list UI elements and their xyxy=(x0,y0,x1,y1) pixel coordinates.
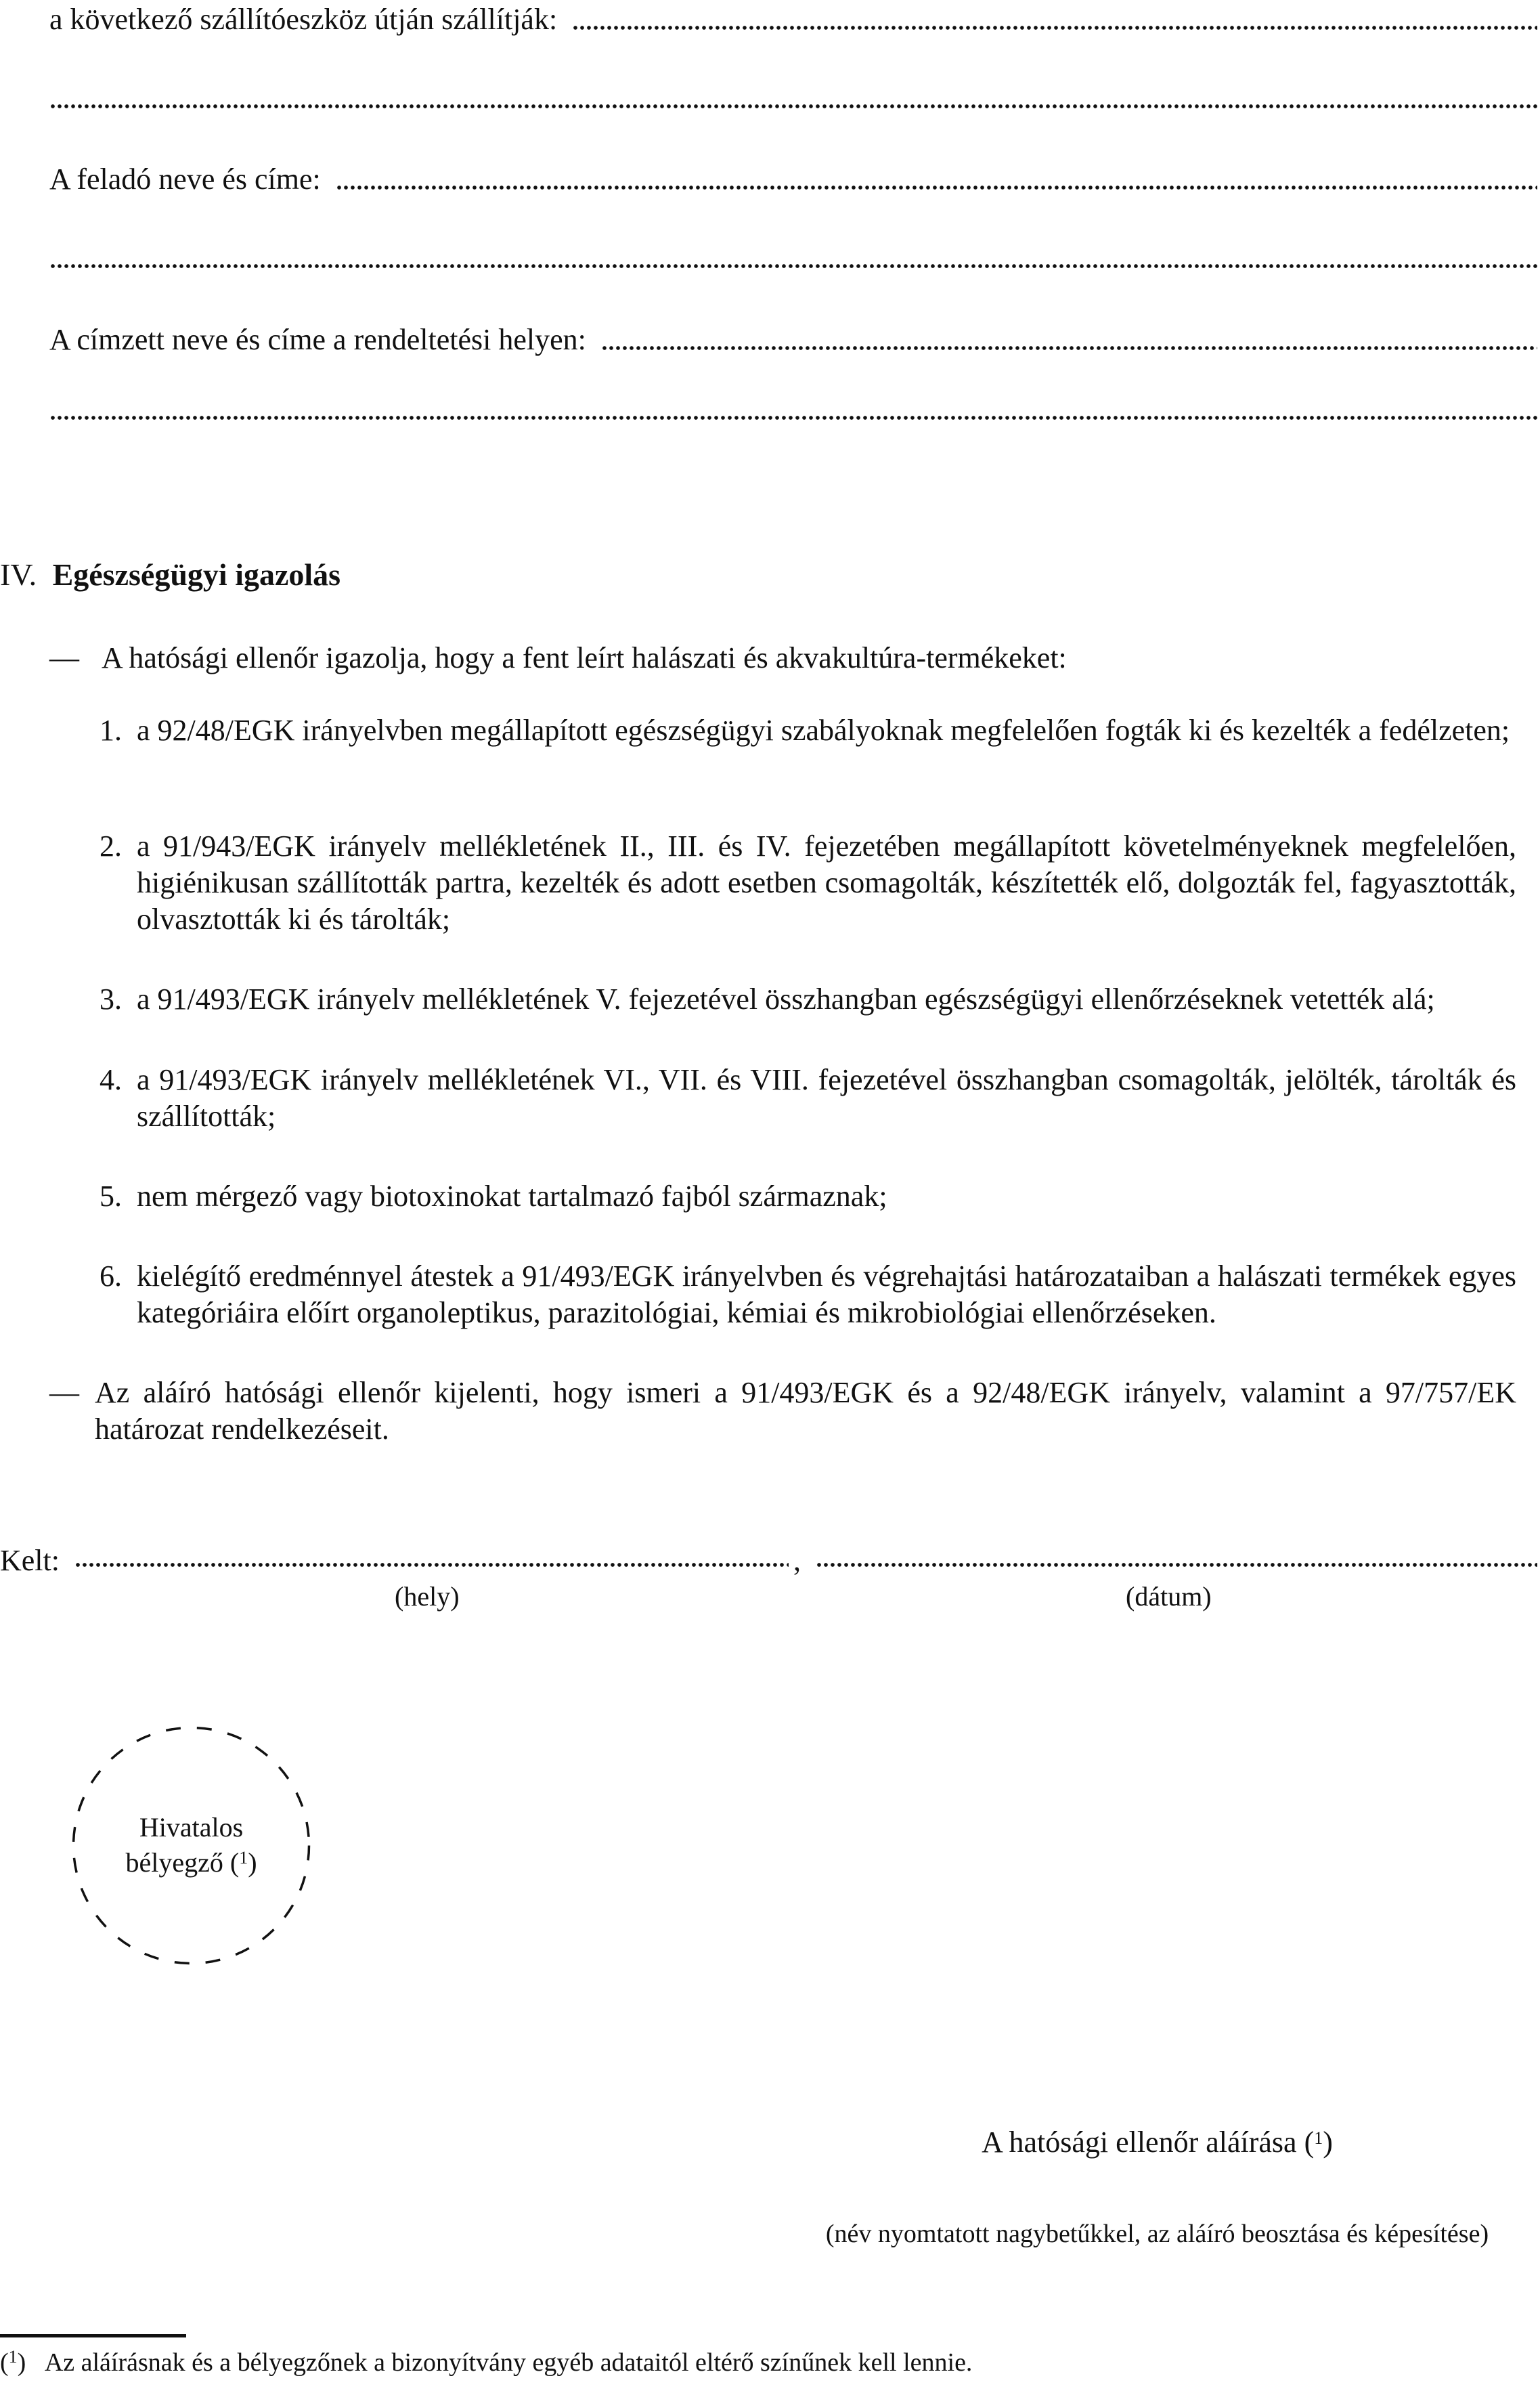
item-text: a 91/493/EGK irányelv mellékletének VI., VII. és VIII. fejezetével összhangban csomagolták, jelölték, tárolták és szállították; xyxy=(137,1063,1516,1133)
signature-caption: (név nyomtatott nagybetűkkel, az aláíró beosztása és képesítése) xyxy=(825,2220,1489,2248)
footnote xyxy=(0,2347,973,2377)
signature-footnote-ref: 1 xyxy=(1314,2128,1323,2148)
place-fill-line[interactable] xyxy=(74,1563,789,1567)
stamp-line-2-text: bélyegző ( xyxy=(125,1847,240,1878)
certification-intro xyxy=(49,643,1067,673)
signature-title-text: A hatósági ellenőr aláírása ( xyxy=(982,2126,1315,2159)
declaration-paragraph xyxy=(49,1375,1516,1448)
item-number: 1. xyxy=(100,714,122,747)
item-number: 3. xyxy=(100,983,122,1016)
consignee-fill-line-2[interactable] xyxy=(49,416,1537,420)
footnote-marker-open: ( xyxy=(0,2348,9,2377)
section-title: Egészségügyi igazolás xyxy=(52,557,341,592)
list-item xyxy=(100,1178,1516,1215)
footnote-text: Az aláírásnak és a bélyegzőnek a bizonyítvány egyéb adataitól eltérő színűnek kell lennie. xyxy=(44,2348,973,2377)
footnote-marker-close: ) xyxy=(17,2348,26,2377)
dash-bullet: — xyxy=(49,641,79,674)
sender-label: A feladó neve és címe: xyxy=(49,163,321,196)
list-item xyxy=(100,712,1516,749)
item-text: a 92/48/EGK irányelvben megállapított egészségügyi szabályoknak megfelelően fogták ki és kezelték a fedélzeten; xyxy=(137,714,1510,747)
dated-separator: , xyxy=(793,1544,801,1577)
stamp-footnote-ref: 1 xyxy=(239,1848,248,1868)
dated-label: Kelt: xyxy=(0,1544,60,1577)
list-item xyxy=(100,1258,1516,1331)
section-heading xyxy=(0,559,340,590)
footnote-marker: 1 xyxy=(8,2347,18,2367)
list-item xyxy=(100,981,1516,1018)
signature-close-paren: ) xyxy=(1323,2126,1333,2159)
date-fill-line[interactable] xyxy=(816,1563,1537,1567)
transport-fill-line[interactable] xyxy=(572,26,1537,30)
stamp-line-1: Hivatalos xyxy=(139,1812,244,1842)
consignee-fill-line[interactable] xyxy=(601,346,1537,350)
signature-title xyxy=(783,2128,1532,2157)
stamp-line-2 xyxy=(71,1845,311,1880)
sender-fill-line[interactable] xyxy=(336,186,1537,190)
stamp-close-paren: ) xyxy=(248,1847,257,1878)
dash-bullet: — xyxy=(49,1376,79,1409)
item-number: 4. xyxy=(100,1063,122,1096)
item-number: 6. xyxy=(100,1259,122,1293)
item-text: a 91/493/EGK irányelv mellékletének V. fejezetével összhangban egészségügyi ellenőrzéseknek vetették alá; xyxy=(137,983,1435,1016)
item-text: kielégítő eredménnyel átestek a 91/493/EGK irányelvben és végrehajtási határozataiban a halászati termékek egyes kategóriáira előírt organoleptikus, parazitológiai, kémiai és mikrobiológiai ellenőrzéseken. xyxy=(137,1259,1516,1329)
item-number: 5. xyxy=(100,1180,122,1213)
place-caption: (hely) xyxy=(395,1581,460,1612)
consignee-label: A címzett neve és címe a rendeltetési helyen: xyxy=(49,323,586,356)
transport-fill-line-2[interactable] xyxy=(49,104,1537,108)
section-number: IV. xyxy=(0,557,37,592)
sender-field-row xyxy=(49,160,1537,196)
footnote-rule xyxy=(0,2334,186,2337)
declaration-text: Az aláíró hatósági ellenőr kijelenti, hogy ismeri a 91/493/EGK és a 92/48/EGK irányelv, valamint a 97/757/EK határozat rendelkezéseit. xyxy=(95,1376,1516,1446)
list-item xyxy=(100,828,1516,938)
transport-field-row xyxy=(49,0,1537,37)
item-number: 2. xyxy=(100,829,122,863)
item-text: a 91/943/EGK irányelv mellékletének II., III. és IV. fejezetében megállapított követelményeknek megfelelően, higiénikusan szállították partra, kezelték és adott esetben csomagolták, készítették elő, dolgozták fel, fagyasztották, olvasztották ki és tárolták; xyxy=(137,829,1516,936)
list-item xyxy=(100,1062,1516,1135)
transport-label: a következő szállítóeszköz útján szállítják: xyxy=(49,3,558,36)
official-stamp-area xyxy=(71,1725,311,1966)
intro-text: A hatósági ellenőr igazolja, hogy a fent leírt halászati és akvakultúra-termékeket: xyxy=(102,641,1067,674)
sender-fill-line-2[interactable] xyxy=(49,264,1537,268)
item-text: nem mérgező vagy biotoxinokat tartalmazó fajból származnak; xyxy=(137,1180,887,1213)
consignee-field-row xyxy=(49,320,1537,357)
date-caption: (dátum) xyxy=(1126,1581,1212,1612)
